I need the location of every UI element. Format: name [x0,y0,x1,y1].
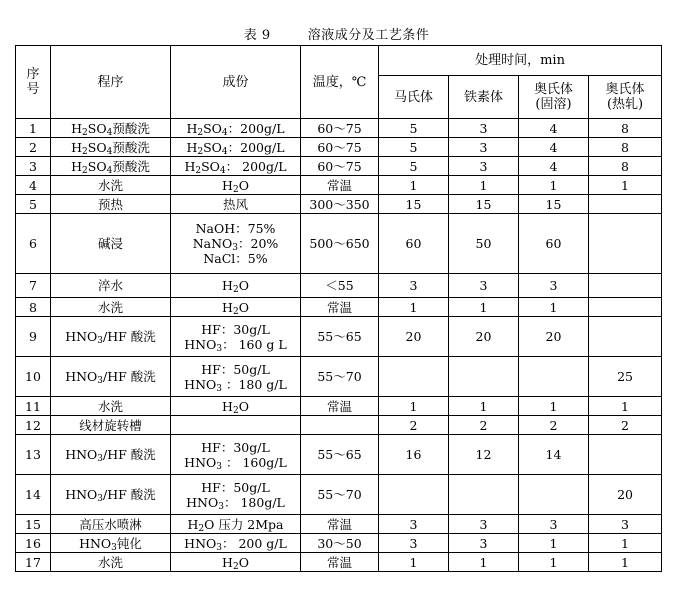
cell-composition [171,138,301,157]
table-row [16,138,662,157]
cell-time-austenite-hot-rolled [589,214,662,274]
cell-time-austenite-hot-rolled: 1 [589,534,662,553]
cell-time-martensite [379,357,449,397]
cell-no: 7 [16,274,51,298]
cell-composition [171,195,301,214]
table-row [16,515,662,534]
cell-time-austenite-hot-rolled [589,435,662,475]
composition-line: $H_2O$ [222,278,249,295]
cell-time-ferrite: 20 [449,317,519,357]
cell-time-austenite-solution: 14 [519,435,589,475]
cell-procedure: $HNO_3/HF$ 酸洗 [51,357,171,397]
header-composition: 成份 [171,46,301,119]
cell-procedure: $HNO_3$钝化 [51,534,171,553]
cell-time-austenite-hot-rolled: 25 [589,357,662,397]
cell-time-martensite: 5 [379,119,449,138]
table-row [16,298,662,317]
cell-time-martensite: 3 [379,274,449,298]
cell-time-austenite-solution: 1 [519,397,589,416]
cell-composition [171,317,301,357]
composition-line: $H_2SO_4$：200g/L [186,139,285,157]
cell-procedure: 水洗 [51,397,171,416]
header-time-group: 处理时间，min [379,46,662,76]
cell-time-austenite-hot-rolled [589,317,662,357]
cell-time-ferrite: 3 [449,119,519,138]
cell-procedure: $HNO_3/HF$ 酸洗 [51,475,171,515]
cell-time-martensite: 60 [379,214,449,274]
cell-temperature: 常温 [301,515,379,534]
table-row [16,119,662,138]
cell-composition [171,515,301,534]
table-row [16,435,662,475]
composition-line: $HNO_3$ ： 160g/L [184,454,287,472]
cell-time-ferrite [449,475,519,515]
cell-procedure: 碱浸 [51,214,171,274]
cell-time-martensite: 15 [379,195,449,214]
cell-procedure: 淬水 [51,274,171,298]
cell-no: 2 [16,138,51,157]
table-row [16,317,662,357]
cell-composition [171,534,301,553]
cell-no: 4 [16,176,51,195]
cell-time-martensite: 1 [379,397,449,416]
cell-time-ferrite: 1 [449,298,519,317]
cell-temperature: 常温 [301,298,379,317]
cell-no: 9 [16,317,51,357]
cell-time-austenite-hot-rolled: 2 [589,416,662,435]
table-caption: 表 9 溶液成分及工艺条件 [243,28,430,43]
composition-line: $HNO_3$ ：180 g/L [184,376,287,394]
composition-line: $H_2O$ [222,177,249,195]
cell-time-austenite-solution: 4 [519,138,589,157]
cell-temperature: ＜55 [301,274,379,298]
cell-time-austenite-solution [519,475,589,515]
cell-temperature: 55～70 [301,475,379,515]
cell-time-austenite-hot-rolled: 1 [589,553,662,572]
header-procedure: 程序 [51,46,171,119]
cell-temperature: 300～350 [301,195,379,214]
header-austenite-solution: 奥氏体 (固溶) [519,76,589,119]
cell-composition [171,475,301,515]
cell-time-ferrite: 1 [449,176,519,195]
cell-temperature: 常温 [301,397,379,416]
table-row [16,397,662,416]
cell-time-austenite-hot-rolled: 20 [589,475,662,515]
header-ferrite: 铁素体 [449,76,519,119]
cell-composition [171,157,301,176]
cell-time-ferrite: 1 [449,553,519,572]
table-row [16,176,662,195]
cell-time-austenite-hot-rolled [589,298,662,317]
table-row [16,553,662,572]
cell-time-martensite: 20 [379,317,449,357]
cell-time-austenite-solution: 3 [519,515,589,534]
cell-procedure: $H_2SO_4$预酸洗 [51,119,171,138]
cell-composition [171,176,301,195]
cell-no: 13 [16,435,51,475]
cell-time-martensite: 1 [379,553,449,572]
cell-procedure: 水洗 [51,176,171,195]
table-row [16,195,662,214]
cell-time-martensite: 3 [379,515,449,534]
composition-line: $H_2O$ [222,554,249,572]
cell-temperature: 500～650 [301,214,379,274]
composition-line: $HNO_3$： 160 g L [184,336,287,354]
cell-time-ferrite: 50 [449,214,519,274]
cell-time-ferrite [449,357,519,397]
cell-temperature: 55～65 [301,435,379,475]
composition-line: NaOH：75% [195,221,276,236]
cell-time-ferrite: 3 [449,534,519,553]
cell-temperature [301,416,379,435]
header-martensite: 马氏体 [379,76,449,119]
table-row [16,416,662,435]
composition-line: 热风 [222,196,248,212]
cell-procedure: 高压水喷淋 [51,515,171,534]
cell-no: 10 [16,357,51,397]
cell-composition [171,357,301,397]
cell-composition [171,416,301,435]
cell-no: 11 [16,397,51,416]
cell-time-austenite-hot-rolled: 8 [589,157,662,176]
cell-no: 3 [16,157,51,176]
cell-time-austenite-hot-rolled: 8 [589,138,662,157]
cell-procedure: 水洗 [51,553,171,572]
composition-line: HF：30g/L [201,439,270,455]
table-row [16,475,662,515]
cell-time-austenite-hot-rolled: 1 [589,397,662,416]
header-austenite-hot-rolled: 奥氏体 (热轧) [589,76,662,119]
composition-line: NaCl：5% [203,251,268,266]
table-row [16,157,662,176]
composition-line: $H_2O$ 压力 2Mpa [187,516,284,534]
cell-time-martensite: 5 [379,138,449,157]
cell-time-ferrite: 3 [449,515,519,534]
cell-time-martensite: 1 [379,298,449,317]
cell-composition [171,435,301,475]
cell-time-ferrite: 3 [449,138,519,157]
cell-time-austenite-solution: 1 [519,553,589,572]
composition-line: HF：30g/L [201,321,270,337]
header-seq: 序 号 [16,46,51,119]
cell-no: 12 [16,416,51,435]
cell-temperature: 常温 [301,176,379,195]
cell-procedure: $H_2SO_4$预酸洗 [51,157,171,176]
cell-time-austenite-hot-rolled [589,195,662,214]
cell-time-ferrite: 2 [449,416,519,435]
table-row [16,357,662,397]
cell-temperature: 55～70 [301,357,379,397]
table-body [16,119,662,572]
cell-time-martensite: 3 [379,534,449,553]
composition-line: $H_2O$ [222,398,249,416]
process-conditions-table [15,45,662,572]
composition-line: $H_2O$ [222,299,249,317]
cell-composition [171,274,301,298]
cell-temperature: 30～50 [301,534,379,553]
header-temperature: 温度，℃ [301,46,379,119]
cell-no: 14 [16,475,51,515]
table-row [16,274,662,298]
cell-composition [171,214,301,274]
cell-temperature: 55～65 [301,317,379,357]
cell-temperature: 常温 [301,553,379,572]
cell-time-ferrite: 12 [449,435,519,475]
cell-time-austenite-solution: 4 [519,119,589,138]
cell-procedure: 线材旋转槽 [51,416,171,435]
cell-time-austenite-solution: 60 [519,214,589,274]
cell-time-austenite-hot-rolled [589,274,662,298]
cell-composition [171,298,301,317]
cell-procedure: 预热 [51,195,171,214]
cell-procedure: $H_2SO_4$预酸洗 [51,138,171,157]
cell-time-martensite [379,475,449,515]
cell-time-austenite-solution: 1 [519,298,589,317]
composition-line: HF：50g/L [201,361,270,377]
cell-composition [171,397,301,416]
composition-line: $HNO_3$： 180g/L [186,494,285,512]
cell-time-martensite: 16 [379,435,449,475]
cell-time-martensite: 1 [379,176,449,195]
cell-time-austenite-hot-rolled: 1 [589,176,662,195]
cell-no: 8 [16,298,51,317]
composition-line: NaNO$_3$：20% [192,236,279,253]
cell-temperature: 60～75 [301,138,379,157]
cell-temperature: 60～75 [301,157,379,176]
cell-composition [171,119,301,138]
cell-no: 16 [16,534,51,553]
composition-line: HF：50g/L [201,479,270,495]
cell-time-austenite-solution: 1 [519,534,589,553]
cell-procedure: $HNO_3/HF$ 酸洗 [51,435,171,475]
cell-time-martensite: 5 [379,157,449,176]
cell-time-austenite-solution: 2 [519,416,589,435]
cell-time-ferrite: 1 [449,397,519,416]
cell-time-ferrite: 15 [449,195,519,214]
cell-time-austenite-solution: 15 [519,195,589,214]
cell-time-ferrite: 3 [449,157,519,176]
cell-time-austenite-solution: 20 [519,317,589,357]
cell-no: 6 [16,214,51,274]
cell-no: 5 [16,195,51,214]
composition-line: $HNO_3$： 200 g/L [184,535,287,553]
cell-no: 15 [16,515,51,534]
cell-temperature: 60～75 [301,119,379,138]
composition-line: $H_2SO_4$： 200g/L [184,158,287,176]
table-row [16,214,662,274]
composition-line: $H_2SO_4$：200g/L [186,120,285,138]
table-header [16,46,662,119]
cell-no: 17 [16,553,51,572]
table-row [16,534,662,553]
cell-time-austenite-solution [519,357,589,397]
cell-time-ferrite: 3 [449,274,519,298]
cell-no: 1 [16,119,51,138]
cell-time-austenite-solution: 3 [519,274,589,298]
cell-time-austenite-hot-rolled: 8 [589,119,662,138]
cell-time-austenite-solution: 4 [519,157,589,176]
cell-time-martensite: 2 [379,416,449,435]
cell-procedure: 水洗 [51,298,171,317]
cell-composition [171,553,301,572]
cell-procedure: $HNO_3/HF$ 酸洗 [51,317,171,357]
cell-time-austenite-solution: 1 [519,176,589,195]
cell-time-austenite-hot-rolled: 3 [589,515,662,534]
